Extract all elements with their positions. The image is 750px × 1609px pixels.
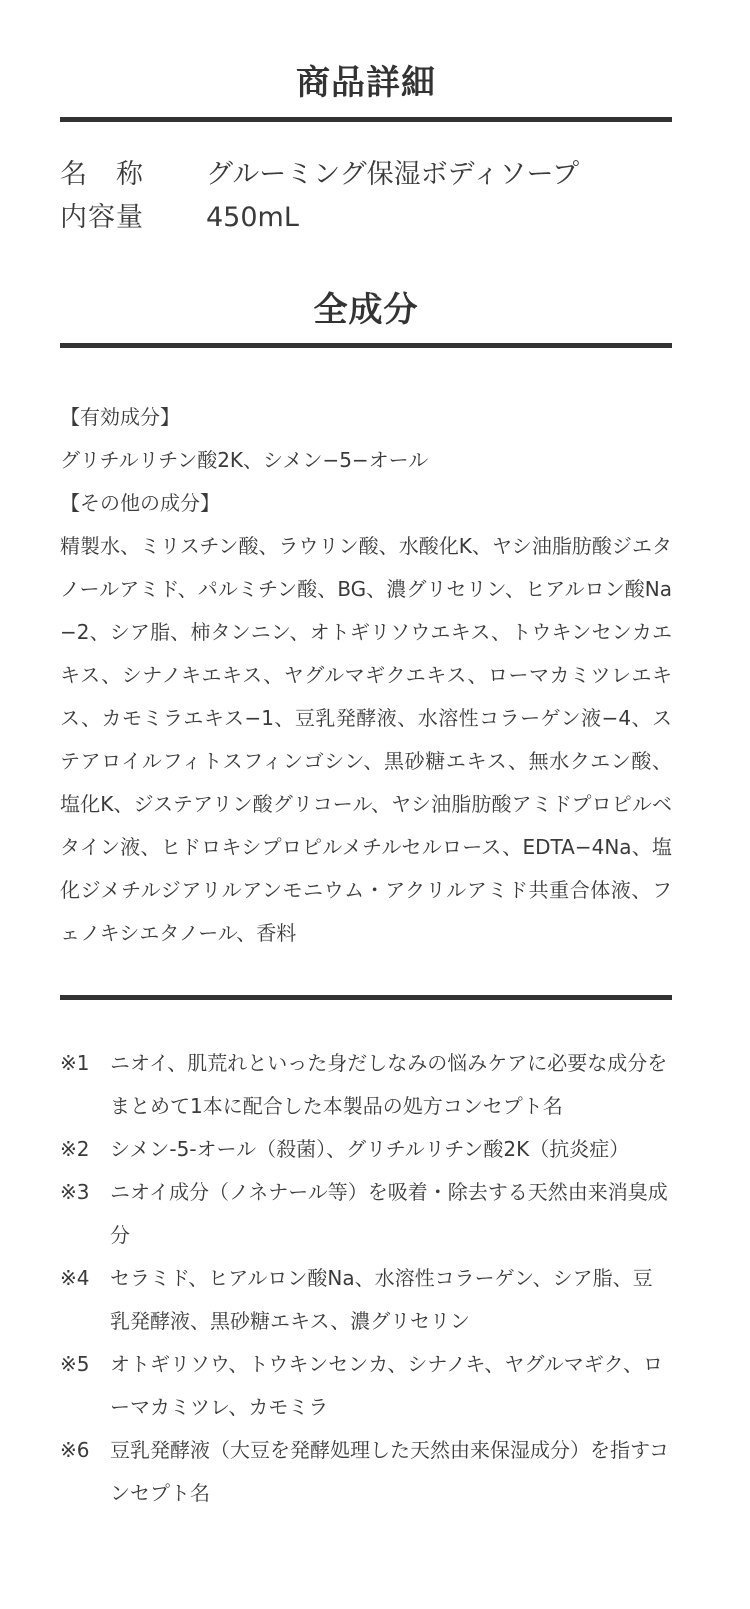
footnote-text: セラミド、ヒアルロン酸Na、水溶性コラーゲン、シア脂、豆乳発酵液、黒砂糖エキス、濃グリセリン	[110, 1266, 653, 1333]
active-ingredients-text: グリチルリチン酸2K、シメン−5−オール	[60, 448, 429, 472]
spec-row-volume	[60, 195, 299, 234]
footnote-mark: ※4	[60, 1266, 90, 1290]
footnote-item	[60, 1257, 672, 1343]
spec-label: 内容量	[60, 202, 144, 233]
other-ingredients-text: 精製水、ミリスチン酸、ラウリン酸、水酸化K、ヤシ油脂肪酸ジエタノールアミド、パルミチン酸、BG、濃グリセリン、ヒアルロン酸Na−2、シア脂、柿タンニン、オトギリソウエキス、トウキンセンカエキス、シナノキエキス、ヤグルマギクエキス、ローマカミツレエキス、カモミラエキス−1、豆乳発酵液、水溶性コラーゲン液−4、ステアロイルフィトスフィンゴシン、黒砂糖エキス、無水クエン酸、塩化K、ジステアリン酸グリコール、ヤシ油脂肪酸アミドプロピルベタイン液、ヒドロキシプロピルメチルセルロース、EDTA−4Na、塩化ジメチルジアリルアンモニウム・アクリルアミド共重合体液、フェノキシエタノール、香料	[60, 534, 672, 945]
other-ingredients-heading: 【その他の成分】	[60, 491, 220, 515]
footnote-text: ニオイ成分（ノネナール等）を吸着・除去する天然由来消臭成分	[110, 1180, 668, 1247]
footnote-mark: ※3	[60, 1180, 90, 1204]
details-title: 商品詳細	[296, 63, 436, 103]
spec-value: グルーミング保湿ボディソープ	[206, 159, 580, 190]
footnote-item	[60, 1042, 672, 1128]
footnote-text: 豆乳発酵液（大豆を発酵処理した天然由来保湿成分）を指すコンセプト名	[110, 1438, 669, 1505]
ingredients-title: 全成分	[313, 290, 419, 330]
footnote-item	[60, 1429, 672, 1515]
spec-value: 450mL	[206, 202, 299, 233]
active-ingredients-heading: 【有効成分】	[60, 405, 180, 429]
footnote-item	[60, 1128, 672, 1171]
footnote-mark: ※2	[60, 1137, 90, 1161]
spec-label: 名 称	[60, 159, 144, 190]
footnote-mark: ※6	[60, 1438, 90, 1462]
footnote-text: ニオイ、肌荒れといった身だしなみの悩みケアに必要な成分をまとめて1本に配合した本製品の処方コンセプト名	[110, 1051, 668, 1118]
footnote-text: シメン-5-オール（殺菌）、グリチルリチン酸2K（抗炎症）	[110, 1137, 630, 1161]
footnote-mark: ※1	[60, 1051, 90, 1075]
footnote-list	[60, 1042, 672, 1515]
section-divider	[60, 343, 672, 348]
spec-row-name	[60, 152, 579, 191]
footnote-item	[60, 1171, 672, 1257]
footnote-item	[60, 1343, 672, 1429]
footnote-mark: ※5	[60, 1352, 90, 1376]
footnote-text: オトギリソウ、トウキンセンカ、シナノキ、ヤグルマギク、ローマカミツレ、カモミラ	[110, 1352, 663, 1419]
section-divider	[60, 995, 672, 1000]
section-divider	[60, 117, 672, 122]
